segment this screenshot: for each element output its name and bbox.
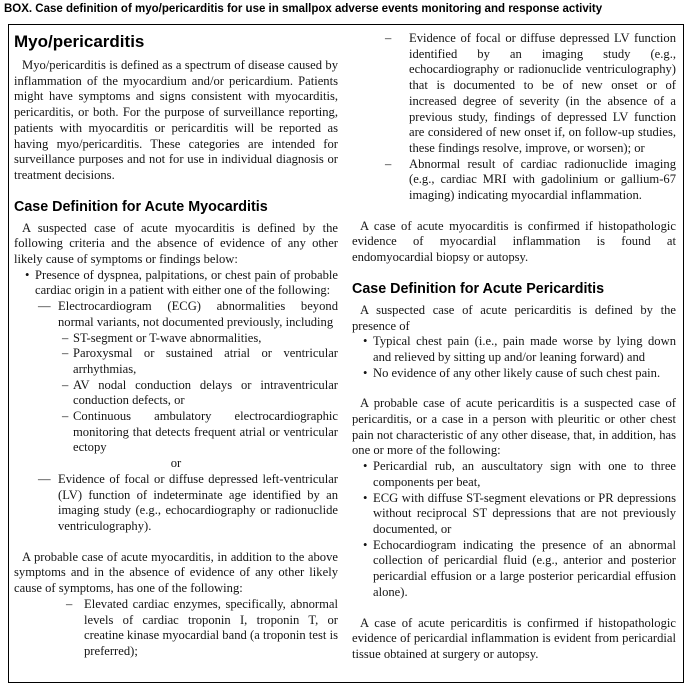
bullet-marker: • [363, 334, 368, 349]
list-item-ecg-st-elevations [352, 491, 676, 538]
bullet-marker: • [25, 267, 30, 282]
en-dash-marker: – [62, 346, 69, 361]
list-item-typical-chest-pain [352, 334, 676, 365]
suspected-pericarditis-paragraph: A suspected case of acute pericarditis is defined by the presence of [352, 302, 676, 333]
list-item-no-other-cause [352, 366, 676, 382]
list-item-av-nodal [14, 378, 338, 409]
em-dash-marker: — [38, 471, 51, 486]
heading-myo-pericarditis: Myo/pericarditis [14, 32, 145, 51]
or-separator: or [170, 456, 182, 471]
em-dash-marker: — [38, 299, 51, 314]
list-item-text: Pericardial rub, an auscultatory sign with one to three components per beat, [373, 459, 676, 489]
probable-pericarditis-paragraph: A probable case of acute pericarditis is a suspected case of pericarditis, or a case in a person with pleuritic or other chest pain not characteristic of any other disease, that, in addition, has one or more of the following: [352, 396, 676, 458]
list-item-text: ST-segment or T-wave abnormalities, [73, 330, 262, 345]
en-dash-marker: – [62, 377, 69, 392]
heading-acute-pericarditis: Case Definition for Acute Pericarditis [352, 280, 605, 297]
suspected-myocarditis-paragraph: A suspected case of acute myocarditis is defined by the following criteria and the absence of evidence of any other likely cause of symptoms or findings below: [14, 220, 338, 267]
confirmed-myocarditis-paragraph: A case of acute myocarditis is confirmed if histopathologic evidence of myocardial inflammation is found at endomyocardial biopsy or autopsy. [352, 218, 676, 265]
bullet-marker: • [363, 459, 368, 474]
bullet-marker: • [363, 365, 368, 380]
list-item-text: Electrocardiogram (ECG) abnormalities beyond normal variants, not documented previously, including [58, 299, 338, 329]
list-item-text: No evidence of any other likely cause of such chest pain. [373, 365, 661, 380]
bullet-marker: • [363, 537, 368, 552]
list-item-text: Elevated cardiac enzymes, specifically, abnormal levels of cardiac troponin I, troponin T, or creatine kinase myocardial band (a troponin test is preferred); [84, 596, 338, 658]
en-dash-marker: – [62, 330, 69, 345]
list-item-text: Abnormal result of cardiac radionuclide imaging (e.g., cardiac MRI with gadolinium or gallium-67 imaging) indicating myocardial inflammation. [409, 156, 676, 203]
list-item-text: Continuous ambulatory electrocardiographic monitoring that detects frequent atrial or ventricular ectopy [73, 409, 338, 455]
list-item-text: ECG with diffuse ST-segment elevations or PR depressions without reciprocal ST depressions that are not previously documented, or [373, 490, 676, 536]
probable-myocarditis-paragraph: A probable case of acute myocarditis, in addition to the above symptoms and in the absence of evidence of any other likely cause of symptoms, has one of the following: [14, 549, 338, 596]
list-item-lv-imaging [352, 31, 676, 157]
list-item-echocardiogram-effusion [352, 538, 676, 601]
case-definition-box [8, 24, 684, 683]
list-item-continuous-monitoring [14, 409, 338, 456]
left-column [14, 31, 338, 682]
list-item-text: Typical chest pain (i.e., pain made worse by lying down and relieved by sitting up and/or leaning forward) and [373, 334, 676, 364]
en-dash-marker: – [62, 409, 69, 424]
list-item-text: Presence of dyspnea, palpitations, or chest pain of probable cardiac origin in a patient with either one of the following: [35, 267, 338, 298]
en-dash-marker: – [385, 31, 392, 45]
list-item-text: Evidence of focal or diffuse depressed LV function identified by an imaging study (e.g., echocardiography or radionuclide ventriculography) that is documented to be of new onset or of increased degree of severity (in the absence of a previous study, findings of depressed LV function are considered of new onset if, on follow-up studies, these findings resolve, improve, or worsen); or [409, 31, 676, 155]
list-item-radionuclide-imaging [352, 157, 676, 204]
list-item-text: Echocardiogram indicating the presence of an abnormal collection of pericardial fluid (e.g., anterior and posterior pericardial effusion or a large posterior pericardial effusion alone). [373, 537, 676, 599]
list-item-text: Evidence of focal or diffuse depressed left-ventricular (LV) function of indeterminate age identified by an imaging study (e.g., echocardiography or radionuclide ventriculography). [58, 471, 338, 533]
list-item-pericardial-rub [352, 459, 676, 490]
en-dash-marker: – [66, 596, 73, 611]
bullet-marker: • [363, 490, 368, 505]
list-item-ecg [14, 299, 338, 330]
list-item-cardiac-enzymes [14, 597, 338, 660]
en-dash-marker: – [385, 156, 392, 171]
heading-acute-myocarditis: Case Definition for Acute Myocarditis [14, 198, 268, 215]
right-column [352, 31, 676, 682]
list-item-paroxysmal [14, 346, 338, 377]
list-item-presence [14, 268, 338, 299]
list-item-text: Paroxysmal or sustained atrial or ventricular arrhythmias, [73, 346, 338, 376]
confirmed-pericarditis-paragraph: A case of acute pericarditis is confirmed if histopathologic evidence of pericardial inflammation is evident from pericardial tissue obtained at surgery or autopsy. [352, 615, 676, 661]
list-item-text: AV nodal conduction delays or intraventricular conduction defects, or [73, 377, 338, 408]
intro-paragraph: Myo/pericarditis is defined as a spectrum of disease caused by inflammation of the myocardium and/or pericardium. Patients might have symptoms and signs consistent with myocarditis, pericarditis, or both. For the purpose of surveillance reporting, patients with myocarditis or pericarditis will be reported as having myo/pericarditis. These categories are intended for surveillance purposes and not for use in individual diagnosis or treatment decisions. [14, 58, 338, 182]
box-label: BOX. Case definition of myo/pericarditis for use in smallpox adverse events monitoring and response activity [4, 3, 603, 15]
list-item-lv-function [14, 472, 338, 535]
list-item-st-segment [14, 331, 338, 347]
